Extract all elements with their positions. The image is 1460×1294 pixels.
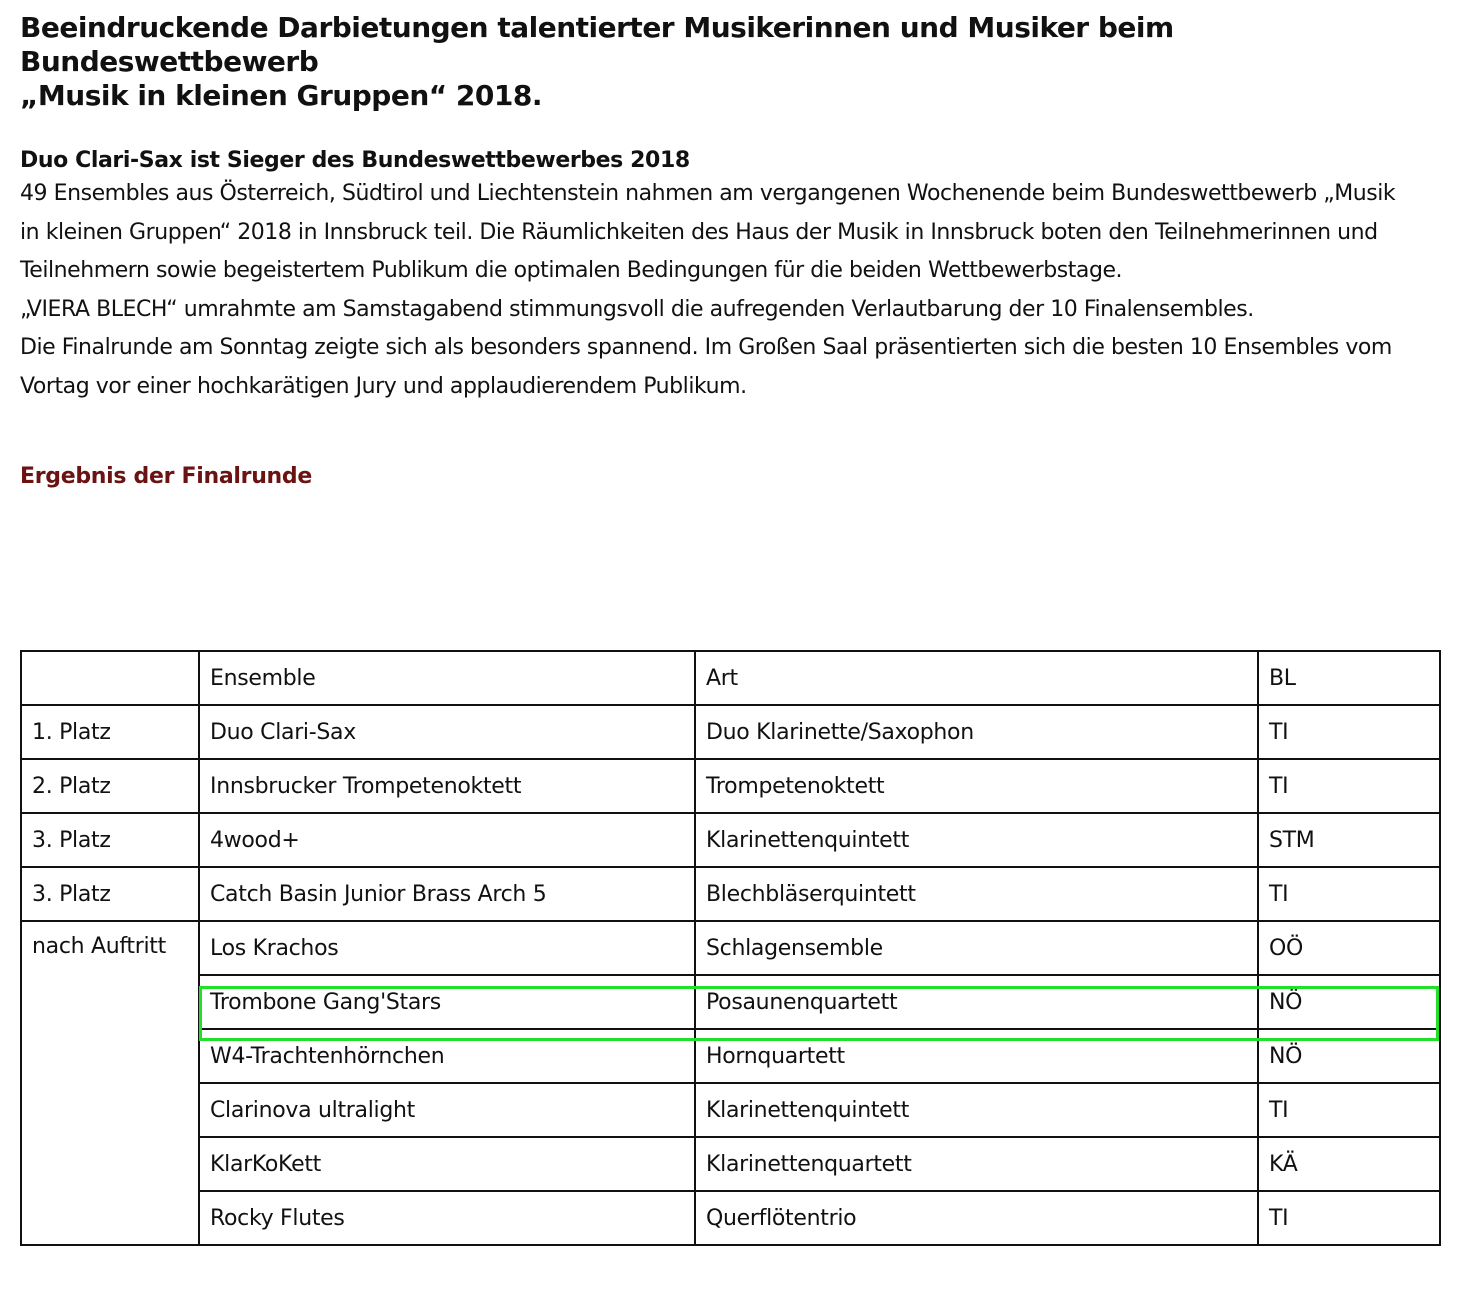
- bl-cell: NÖ: [1258, 1029, 1440, 1083]
- art-cell: Klarinettenquartett: [695, 1137, 1258, 1191]
- table-row: [21, 813, 1440, 867]
- art-cell: Trompetenoktett: [695, 759, 1258, 813]
- table-row: [21, 1029, 1440, 1083]
- bl-cell: KÄ: [1258, 1137, 1440, 1191]
- bl-cell: TI: [1258, 1191, 1440, 1245]
- ensemble-cell: KlarKoKett: [199, 1137, 695, 1191]
- page-title-line-2: „Musik in kleinen Gruppen“ 2018.: [20, 79, 542, 112]
- results-table: [20, 650, 1441, 1246]
- placement-cell-group: nach Auftritt: [21, 921, 199, 1245]
- table-row: [21, 921, 1440, 975]
- ensemble-cell: 4wood+: [199, 813, 695, 867]
- art-cell: Blechbläserquintett: [695, 867, 1258, 921]
- placement-cell: 2. Platz: [21, 759, 199, 813]
- ensemble-cell: Catch Basin Junior Brass Arch 5: [199, 867, 695, 921]
- article-subtitle: Duo Clari-Sax ist Sieger des Bundeswettbewerbes 2018: [20, 148, 690, 173]
- ensemble-cell: Duo Clari-Sax: [199, 705, 695, 759]
- results-heading: Ergebnis der Finalrunde: [20, 464, 312, 489]
- table-row: [21, 1191, 1440, 1245]
- art-cell: Klarinettenquintett: [695, 1083, 1258, 1137]
- ensemble-cell: Rocky Flutes: [199, 1191, 695, 1245]
- ensemble-cell: Innsbrucker Trompetenoktett: [199, 759, 695, 813]
- placement-cell: 1. Platz: [21, 705, 199, 759]
- art-cell: Klarinettenquintett: [695, 813, 1258, 867]
- table-row: [21, 867, 1440, 921]
- placement-cell: 3. Platz: [21, 867, 199, 921]
- page-title-line-1: Beeindruckende Darbietungen talentierter Musikerinnen und Musiker beim Bundeswettbewerb: [20, 11, 1174, 78]
- finalrunde-paragraph: Die Finalrunde am Sonntag zeigte sich als besonders spannend. Im Großen Saal präsentierten sich die besten 10 Ensembles vom Vortag vor einer hochkarätigen Jury und applaudierendem Publikum.: [20, 335, 1392, 399]
- header-cell-bl: BL: [1258, 651, 1440, 705]
- table-header-row: [21, 651, 1440, 705]
- ensemble-cell: Los Krachos: [199, 921, 695, 975]
- bl-cell: STM: [1258, 813, 1440, 867]
- bl-cell: TI: [1258, 705, 1440, 759]
- header-cell-art: Art: [695, 651, 1258, 705]
- ensemble-cell: W4-Trachtenhörnchen: [199, 1029, 695, 1083]
- art-cell: Schlagensemble: [695, 921, 1258, 975]
- table-row-highlighted: [21, 975, 1440, 1029]
- art-cell: Posaunenquartett: [695, 975, 1258, 1029]
- bl-cell: TI: [1258, 867, 1440, 921]
- bl-cell: TI: [1258, 1083, 1440, 1137]
- art-cell: Querflötentrio: [695, 1191, 1258, 1245]
- table-row: [21, 1083, 1440, 1137]
- header-cell-ensemble: Ensemble: [199, 651, 695, 705]
- viera-blech-paragraph: „VIERA BLECH“ umrahmte am Samstagabend stimmungsvoll die aufregenden Verlautbarung der 10 Finalensembles.: [20, 296, 1254, 322]
- header-cell-placement: [21, 651, 199, 705]
- ensemble-cell: Trombone Gang'Stars: [199, 975, 695, 1029]
- art-cell: Duo Klarinette/Saxophon: [695, 705, 1258, 759]
- placement-cell: 3. Platz: [21, 813, 199, 867]
- page-title: [20, 11, 1440, 113]
- table-row: [21, 759, 1440, 813]
- table-row: [21, 1137, 1440, 1191]
- article: [20, 0, 1440, 1231]
- intro-paragraph: 49 Ensembles aus Österreich, Südtirol und Liechtenstein nahmen am vergangenen Wochenende beim Bundeswettbewerb „Musik in kleinen Gruppen“ 2018 in Innsbruck teil. Die Räumlichkeiten des Haus der Musik in Innsbruck boten den Teilnehmerinnen und Teilnehmern sowie begeistertem Publikum die optimalen Bedingungen für die beiden Wettbewerbstage.: [20, 181, 1396, 283]
- bl-cell: TI: [1258, 759, 1440, 813]
- table-row: [21, 705, 1440, 759]
- ensemble-cell: Clarinova ultralight: [199, 1083, 695, 1137]
- bl-cell: NÖ: [1258, 975, 1440, 1029]
- art-cell: Hornquartett: [695, 1029, 1258, 1083]
- bl-cell: OÖ: [1258, 921, 1440, 975]
